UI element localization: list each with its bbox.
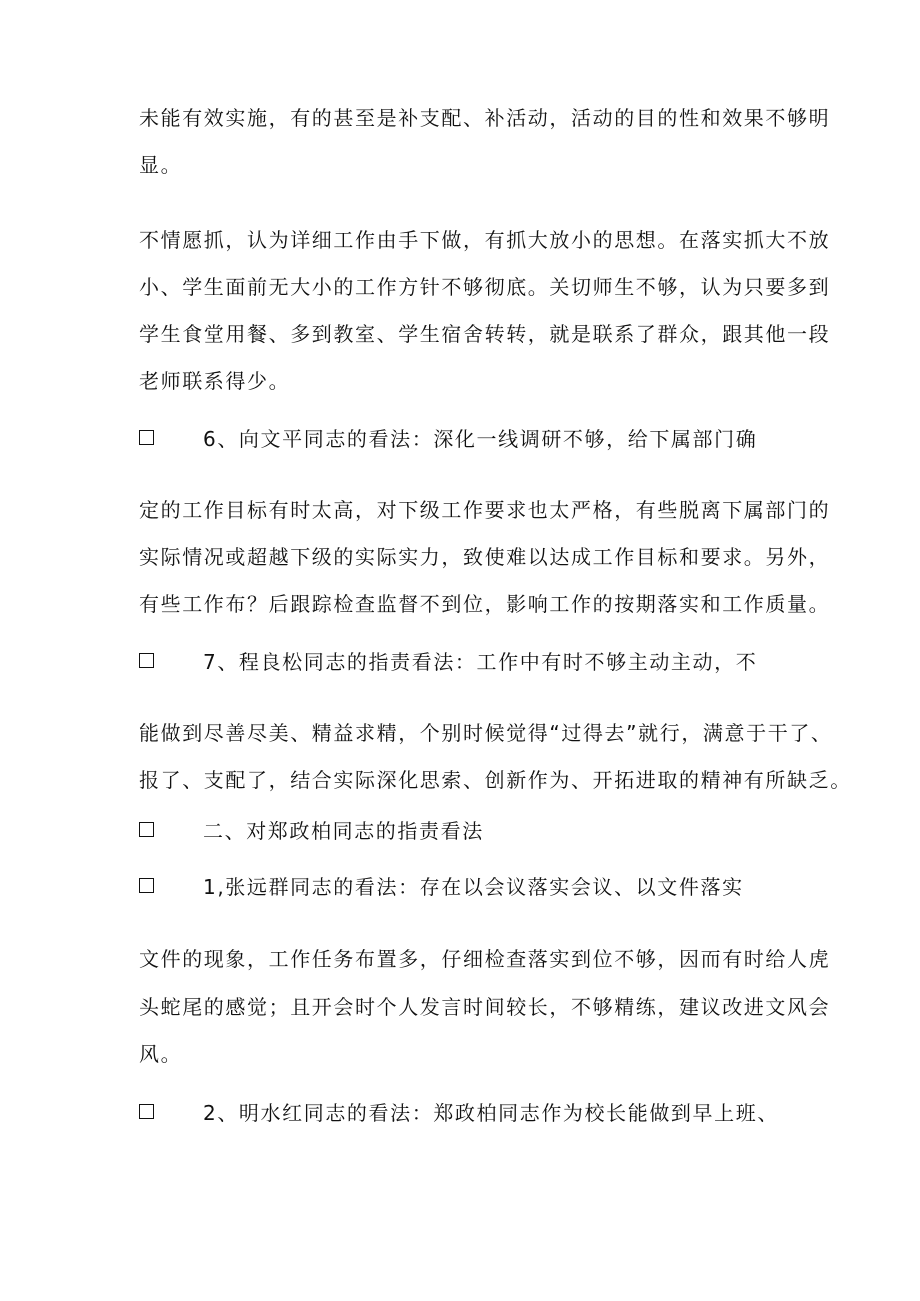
- list-item-text: 6、向文平同志的看法：深化一线调研不够，给下属部门确: [203, 427, 758, 451]
- text-line: 不情愿抓，认为详细工作由手下做，有抓大放小的思想。在落实抓大不放: [139, 228, 831, 252]
- list-item-text: 1,张远群同志的看法：存在以会议落实会议、以文件落实: [203, 875, 744, 899]
- checkbox-icon: [139, 653, 154, 668]
- section-heading-text: 二、对郑政柏同志的指责看法: [203, 819, 484, 843]
- text-line: 老师联系得少。: [139, 369, 291, 393]
- text-line: 有些工作布？后跟踪检查监督不到位，影响工作的按期落实和工作质量。: [139, 592, 831, 616]
- text-line: 头蛇尾的感觉；且开会时个人发言时间较长，不够精练，建议改进文风会: [139, 995, 831, 1019]
- text-line: 未能有效实施，有的甚至是补支配、补活动，活动的目的性和效果不够明: [139, 106, 831, 130]
- list-item-text: 2、明水红同志的看法：郑政柏同志作为校长能做到早上班、: [203, 1101, 779, 1125]
- checkbox-icon: [139, 430, 154, 445]
- text-line: 实际情况或超越下级的实际实力，致使难以达成工作目标和要求。另外，: [139, 545, 831, 569]
- text-line: 风。: [139, 1042, 183, 1066]
- checkbox-icon: [139, 878, 154, 893]
- text-line: 报了、支配了，结合实际深化思索、创新作为、开拓进取的精神有所缺乏。: [139, 768, 852, 792]
- checkbox-icon: [139, 1104, 154, 1119]
- text-line: 小、学生面前无大小的工作方针不够彻底。关切师生不够，认为只要多到: [139, 275, 831, 299]
- text-line: 文件的现象，工作任务布置多，仔细检查落实到位不够，因而有时给人虎: [139, 947, 831, 971]
- text-line: 能做到尽善尽美、精益求精，个别时候觉得“过得去”就行，满意于干了、: [139, 721, 833, 745]
- text-line: 显。: [139, 153, 183, 177]
- checkbox-icon: [139, 822, 154, 837]
- list-item-text: 7、程良松同志的指责看法：工作中有时不够主动主动，不: [203, 650, 758, 674]
- text-line: 学生食堂用餐、多到教室、学生宿舍转转，就是联系了群众，跟其他一段: [139, 322, 831, 346]
- text-line: 定的工作目标有时太高，对下级工作要求也太严格，有些脱离下属部门的: [139, 498, 831, 522]
